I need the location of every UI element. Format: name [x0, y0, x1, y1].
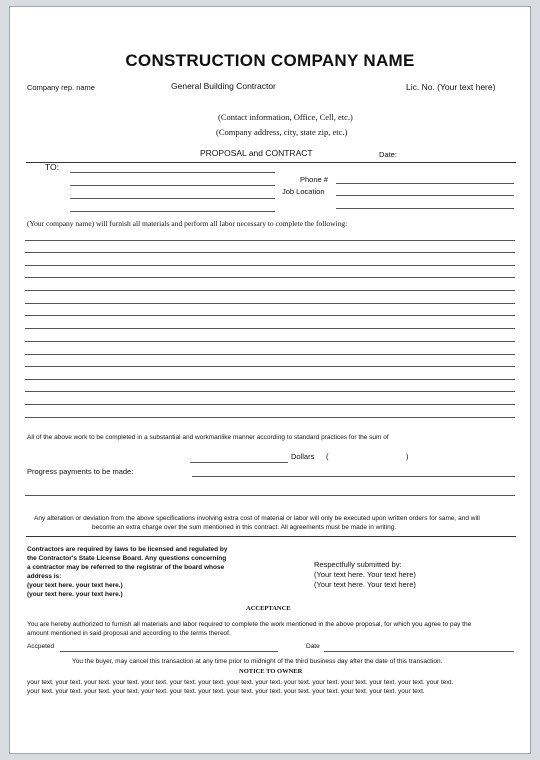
work-line[interactable]	[25, 240, 515, 241]
work-line[interactable]	[25, 417, 515, 418]
license-notice-line: (your text here. your text here.)	[27, 591, 123, 598]
license-notice-line: the Contractor's State License Board. Any questions concerning	[27, 555, 227, 562]
notice-to-owner-heading: NOTICE TO OWNER	[239, 668, 303, 675]
to-line-1[interactable]	[70, 172, 275, 173]
job-location-line-1[interactable]	[336, 195, 514, 196]
progress-payments-label: Progress payments to be made:	[27, 467, 134, 476]
sum-amount-line[interactable]	[190, 462, 288, 463]
work-line[interactable]	[25, 404, 515, 405]
dollars-label: Dollars	[291, 452, 315, 461]
submitted-by-label: Respectfully submitted by:	[314, 560, 402, 569]
accepted-signature-line[interactable]	[60, 651, 278, 652]
work-line[interactable]	[25, 341, 515, 342]
accepted-label: Accpeted	[27, 643, 55, 650]
acceptance-date-label: Date	[306, 643, 320, 650]
contract-form-page	[9, 6, 531, 754]
work-line[interactable]	[25, 290, 515, 291]
to-label: TO:	[45, 162, 60, 172]
to-line-4[interactable]	[70, 211, 275, 212]
work-intro: (Your company name) will furnish all materials and perform all labor necessary to complete the following:	[27, 219, 348, 228]
job-location-line-2[interactable]	[336, 208, 514, 209]
cancellation-notice: You the buyer, may cancel this transaction at any time prior to midnight of the third business day after the date of this transaction.	[72, 658, 443, 665]
phone-label: Phone #	[300, 175, 328, 184]
license-notice-line: a contractor may be referred to the registrar of the board whose	[27, 564, 225, 571]
work-line[interactable]	[25, 379, 515, 380]
progress-payments-line-1[interactable]	[192, 476, 515, 477]
contact-info: (Contact information, Office, Cell, etc.)	[218, 112, 353, 122]
work-line[interactable]	[25, 303, 515, 304]
alteration-line-2: become an extra charge over the sum mentioned in this contract. All agreements must be made in writing.	[92, 524, 397, 531]
progress-payments-line-2[interactable]	[25, 495, 515, 496]
contractor-type: General Building Contractor	[171, 81, 276, 91]
notice-text-line-1: your text. your text. your text. your text. your text. your text. your text. your text. your text. your text. your text. your text. your text. your text. your text.	[27, 679, 454, 686]
acceptance-date-line[interactable]	[324, 651, 514, 652]
work-line[interactable]	[25, 354, 515, 355]
work-line[interactable]	[25, 277, 515, 278]
submitted-by-line-1: (Your text here. Your text here)	[314, 570, 416, 579]
alteration-line-1: Any alteration or deviation from the above specifications involving extra cost of material or labor will only be executed upon written orders for same, and will	[34, 515, 480, 522]
work-line[interactable]	[25, 366, 515, 367]
notice-text-line-2: your text. your text. your text. your text. your text. your text. your text. your text. your text. your text. your text. your text. your text. your text.	[27, 688, 425, 695]
license-number: Lic. No. (Your text here)	[406, 82, 496, 92]
work-line[interactable]	[25, 391, 515, 392]
header-divider	[26, 162, 516, 163]
amount-paren-open: (	[326, 452, 329, 461]
submitted-by-line-2: (Your text here. Your text here)	[314, 580, 416, 589]
work-line[interactable]	[25, 265, 515, 266]
company-rep-label: Company rep. name	[27, 83, 95, 92]
proposal-title: PROPOSAL and CONTRACT	[200, 148, 313, 158]
work-line[interactable]	[25, 328, 515, 329]
completion-statement: All of the above work to be completed in a substantial and workmanlike manner according to standard practices for the sum of	[27, 434, 389, 441]
acceptance-line-1: You are hereby authorized to furnish all materials and labor required to complete the work mentioned in the above proposal, for which you agree to pay the	[27, 621, 472, 628]
phone-line[interactable]	[336, 183, 514, 184]
license-notice-line: Contractors are required by laws to be licensed and regulated by	[27, 546, 228, 553]
company-name-title: CONSTRUCTION COMPANY NAME	[125, 51, 415, 70]
to-line-3[interactable]	[70, 198, 275, 199]
amount-paren-close: )	[406, 452, 409, 461]
section-divider	[26, 536, 516, 537]
to-line-2[interactable]	[70, 185, 275, 186]
license-notice-line: address is:	[27, 573, 62, 580]
proposal-date-label: Date:	[379, 150, 397, 159]
work-line[interactable]	[25, 252, 515, 253]
acceptance-line-2: amount mentioned in said proposal and according to the terms thereof.	[27, 630, 231, 637]
company-address: (Company address, city, state zip, etc.)	[216, 127, 348, 137]
license-notice-line: (your text here. your text here.)	[27, 582, 123, 589]
job-location-label: Job Location	[282, 187, 325, 196]
acceptance-heading: ACCEPTANCE	[246, 605, 291, 612]
work-line[interactable]	[25, 315, 515, 316]
license-notice	[27, 545, 277, 599]
